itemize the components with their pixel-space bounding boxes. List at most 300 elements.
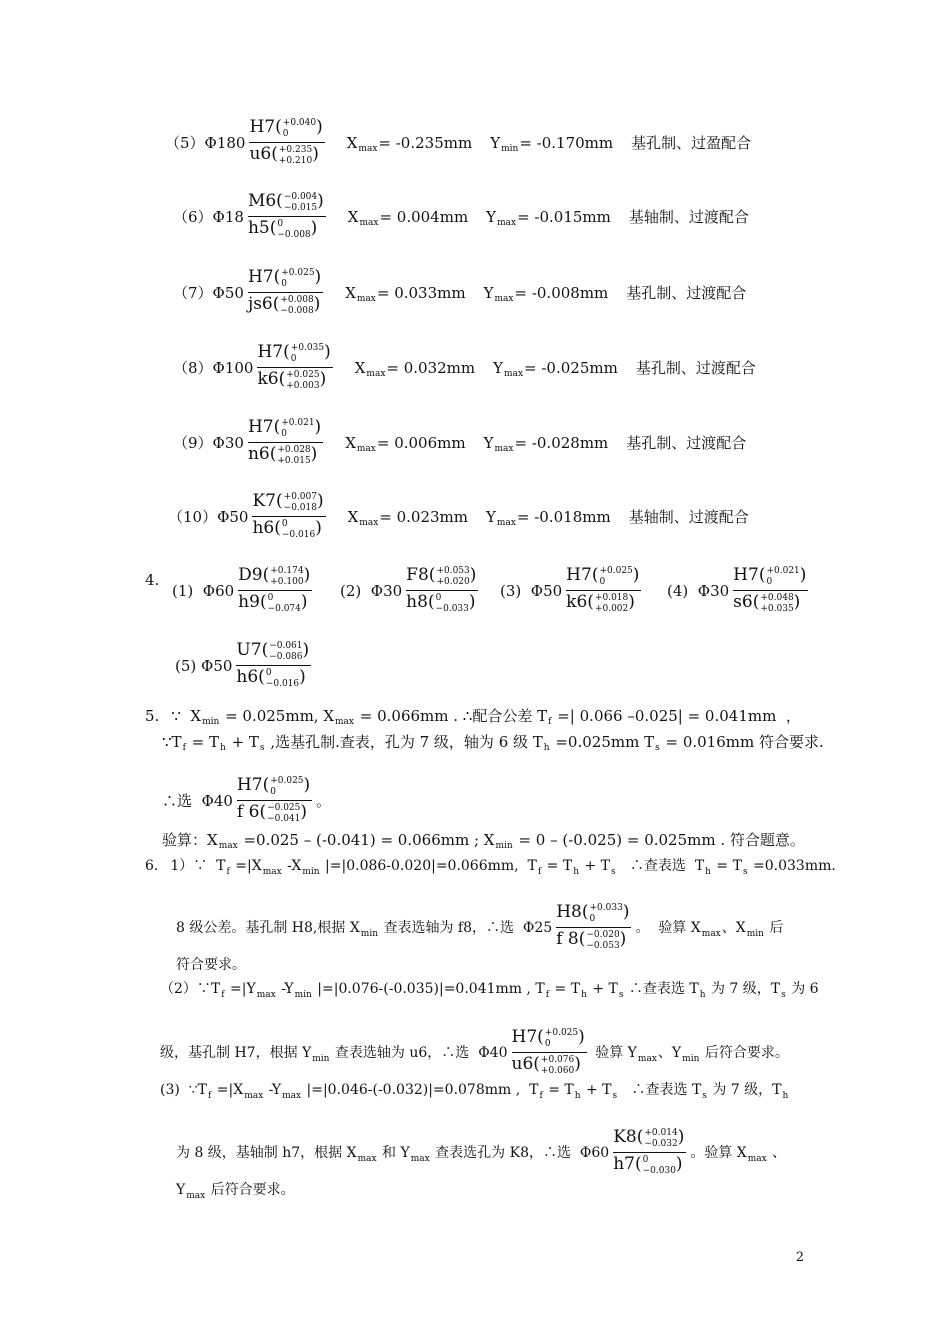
upper-deviation: +0.021 — [281, 418, 315, 428]
upper-deviation: −0.061 — [269, 641, 303, 651]
page-number: 2 — [795, 1250, 804, 1265]
q6-text: （2）∵T — [160, 981, 221, 997]
paren-open: ( — [634, 1154, 642, 1174]
fit-row — [173, 192, 749, 241]
q6-text: =|X — [212, 1082, 244, 1098]
paren-open: ( — [278, 369, 286, 389]
q6-text: 后 — [764, 919, 784, 936]
lower-deviation: 0 — [766, 577, 773, 587]
hole-code: H7 — [257, 342, 284, 362]
fit-fraction — [512, 1028, 587, 1077]
paren-open: ( — [274, 518, 281, 538]
hole-code: H7 — [511, 1027, 538, 1047]
hole-tolerance — [238, 566, 312, 591]
hole-code: F8 — [406, 565, 429, 585]
value: = -0.008mm — [514, 283, 609, 302]
deviation-pair — [643, 1155, 676, 1177]
lower-deviation: +0.003 — [286, 381, 320, 391]
symbol: Y — [486, 507, 496, 526]
fit-description: 基孔制、过盈配合 — [631, 133, 752, 152]
upper-deviation: +0.007 — [283, 492, 317, 502]
q6-sub: min — [312, 1053, 330, 1064]
upper-deviation: −0.025 — [267, 803, 301, 813]
q5-number: 5. — [145, 707, 160, 725]
paren-open: ( — [259, 592, 267, 612]
fit-label: （10）Φ50 — [168, 507, 249, 526]
paren-close: ) — [316, 491, 324, 511]
fit-label: （8）Φ100 — [173, 358, 254, 377]
deviation-pair — [277, 445, 310, 467]
fit-fraction — [733, 566, 808, 615]
fit-fraction — [248, 268, 323, 317]
q6-line-3 — [176, 955, 246, 975]
value: = 0.023mm — [379, 507, 469, 526]
shaft-code: h8 — [406, 592, 428, 612]
q5-text: + T — [226, 733, 259, 751]
q6-text: 级，基孔制 H7，根据 Y — [160, 1044, 312, 1061]
deviation-pair — [281, 268, 314, 290]
q4-number: 4. — [145, 571, 160, 589]
symbol-sub: max — [358, 143, 378, 154]
hole-code: D9 — [238, 565, 263, 585]
q6-sub: min — [294, 990, 312, 1000]
symbol: Y — [483, 433, 494, 452]
shaft-tolerance — [556, 928, 628, 952]
q5-line-1 — [145, 706, 801, 726]
fit-row — [168, 492, 749, 541]
fit-label: (2) Φ30 — [340, 581, 403, 600]
paren-close: ) — [300, 592, 308, 612]
q5-sub: f — [182, 743, 186, 753]
paren-close: ) — [469, 565, 477, 585]
fit-fraction — [248, 192, 326, 241]
paren-close: ) — [578, 1027, 585, 1047]
paren-close: ) — [310, 218, 318, 238]
shaft-code: s6 — [733, 592, 753, 612]
hole-code: U7 — [236, 640, 262, 660]
fit-label: (4) Φ30 — [667, 581, 730, 600]
upper-deviation: +0.174 — [270, 566, 304, 576]
fit-fraction — [556, 903, 631, 952]
q6-text: 。验算 X — [690, 1144, 747, 1161]
upper-deviation: +0.025 — [286, 370, 320, 380]
lower-deviation: 0 — [290, 354, 297, 364]
paren-open: ( — [591, 565, 599, 585]
paren-close: ) — [622, 902, 630, 922]
upper-deviation: +0.018 — [594, 593, 629, 603]
upper-deviation: +0.014 — [644, 1128, 678, 1138]
lower-deviation: 0 — [282, 129, 289, 139]
shaft-tolerance — [249, 143, 320, 167]
lower-deviation: −0.033 — [435, 604, 469, 614]
fit-fraction — [236, 641, 311, 690]
q5-text: =0.025mm T — [550, 733, 655, 751]
q6-line-5 — [160, 1028, 789, 1077]
fit-row — [173, 268, 746, 317]
lower-deviation: −0.086 — [269, 652, 303, 662]
q5-sub: max — [218, 841, 238, 851]
q6-text: 查表选轴为 f8，∴选 Φ25 — [379, 919, 553, 936]
hole-code: K7 — [252, 491, 277, 511]
symbol: X — [345, 283, 356, 302]
paren-close: ) — [302, 640, 310, 660]
fit-description: 基孔制、过渡配合 — [635, 358, 756, 377]
paren-close: ) — [316, 117, 323, 137]
q6-text: =|X — [230, 858, 262, 874]
paren-close: ) — [677, 1127, 685, 1147]
paren-open: ( — [269, 444, 277, 464]
paren-open: ( — [581, 902, 589, 922]
deviation-pair — [284, 492, 317, 514]
lower-deviation: 0 — [281, 429, 287, 439]
value: = -0.018mm — [516, 507, 611, 526]
q6-sub: min — [746, 928, 764, 939]
hole-tolerance — [252, 492, 325, 517]
shaft-tolerance — [248, 443, 319, 467]
lower-deviation: −0.008 — [277, 230, 311, 240]
paren-open: ( — [272, 294, 280, 314]
shaft-tolerance — [236, 666, 307, 690]
deviation-pair — [766, 566, 799, 588]
q6-line-7 — [176, 1128, 786, 1177]
deviation-pair — [282, 519, 315, 541]
hole-tolerance — [613, 1128, 686, 1153]
symbol-sub: max — [356, 293, 376, 304]
hole-tolerance — [248, 418, 323, 443]
deviation-pair — [269, 641, 302, 663]
hole-tolerance — [566, 566, 641, 591]
q6-text: 符合要求。 — [176, 957, 246, 973]
q6-sub: max — [256, 990, 276, 1000]
q5-text: =0.025 – (-0.041) = 0.066mm ; X — [238, 831, 495, 849]
deviation-pair — [286, 370, 319, 392]
paren-open: ( — [428, 565, 436, 585]
fit-fraction — [257, 343, 332, 392]
lower-deviation: +0.020 — [436, 577, 470, 587]
paren-close: ) — [314, 267, 322, 287]
upper-deviation: +0.033 — [589, 903, 623, 913]
hole-tolerance — [249, 118, 324, 143]
fit-fraction — [238, 566, 312, 615]
q6-text: -Y — [276, 981, 294, 997]
q6-text: |=|0.086-0.020|=0.066mm, T — [320, 858, 537, 874]
hole-code: H7 — [247, 417, 274, 437]
symbol-sub: max — [366, 368, 386, 379]
q5-sub: h — [543, 743, 550, 753]
q6-text: 、X — [721, 919, 746, 936]
upper-deviation: 0 — [281, 519, 288, 529]
shaft-tolerance — [252, 517, 323, 541]
fit-row — [165, 118, 751, 167]
deviation-pair — [436, 566, 469, 588]
q5-text: =| 0.066 –0.025| = 0.041mm ， — [552, 707, 801, 725]
q5-text: ∴选 Φ40 — [162, 791, 233, 810]
symbol-sub: max — [494, 443, 514, 454]
fit-label: (1) Φ60 — [172, 581, 235, 600]
q5-text: = 0.066mm . ∴配合公差 T — [355, 707, 548, 725]
q5-line-2 — [162, 732, 824, 752]
q6-sub: h — [581, 990, 587, 1000]
lower-deviation: 0 — [544, 1039, 551, 1049]
q6-text: 8 级公差。基孔制 H8,根据 X — [176, 919, 360, 936]
fit-label: （6）Φ18 — [173, 207, 244, 226]
paren-close: ) — [632, 565, 640, 585]
q6-text: -Y — [264, 1082, 282, 1098]
paren-open: ( — [262, 565, 270, 585]
fit-description: 基轴制、过渡配合 — [628, 507, 749, 526]
q6-text: = T — [543, 1082, 574, 1098]
paren-close: ) — [799, 565, 807, 585]
shaft-tolerance — [237, 801, 309, 825]
paren-close: ) — [793, 592, 801, 612]
q6-line-1 — [145, 856, 836, 876]
q6-text: 、Y — [657, 1044, 682, 1061]
paren-close: ) — [319, 369, 327, 389]
paren-open: ( — [587, 592, 594, 612]
hole-code: H7 — [236, 775, 263, 795]
q5-text: ∵ X — [171, 707, 202, 725]
q6-sub: s — [702, 1091, 707, 1101]
upper-deviation: 0 — [435, 593, 442, 603]
value: = 0.032mm — [386, 358, 476, 377]
q6-sub: f — [207, 1091, 212, 1101]
fit-fraction — [237, 776, 312, 825]
symbol-sub: max — [494, 293, 514, 304]
q6-text: (3) ∵T — [160, 1082, 207, 1098]
shaft-tolerance — [733, 591, 802, 615]
q5-sub: f — [548, 717, 552, 727]
upper-deviation: +0.053 — [436, 566, 470, 576]
deviation-pair — [270, 566, 303, 588]
paren-close: ) — [303, 775, 311, 795]
q4-fit — [175, 641, 315, 690]
paren-close: ) — [675, 1154, 683, 1174]
fit-row — [173, 343, 756, 392]
shaft-code: k6 — [257, 369, 279, 389]
fit-fraction — [566, 566, 641, 615]
q6-sub: max — [637, 1053, 657, 1064]
lower-deviation: +0.002 — [594, 604, 629, 614]
paren-open: ( — [758, 565, 766, 585]
q6-sub: f — [537, 867, 542, 877]
lower-deviation: −0.008 — [280, 306, 314, 316]
hole-code: H7 — [733, 565, 759, 585]
symbol: Y — [490, 133, 501, 152]
paren-open: ( — [427, 592, 435, 612]
q6-text: =0.033mm. — [748, 858, 836, 874]
q6-text: 为 7 级，T — [707, 1082, 782, 1098]
q6-line-4 — [160, 979, 819, 999]
q6-text: 1）∵ T — [170, 858, 226, 874]
q5-sub: s — [259, 743, 265, 753]
value: = -0.170mm — [519, 133, 614, 152]
fit-fraction — [249, 118, 324, 167]
q6-text: -X — [282, 858, 302, 874]
paren-open: ( — [533, 1054, 540, 1074]
q5-selection — [162, 776, 331, 825]
q6-sub: max — [747, 1153, 767, 1164]
deviation-pair — [277, 219, 310, 241]
paren-close: ) — [574, 1054, 581, 1074]
upper-deviation: +0.235 — [278, 145, 313, 155]
hole-code: H8 — [556, 902, 582, 922]
q6-sub: s — [781, 990, 786, 1000]
q6-text: = T — [542, 858, 573, 874]
hole-tolerance — [556, 903, 631, 928]
shaft-tolerance — [613, 1153, 684, 1177]
q6-text: 。 验算 X — [635, 919, 701, 936]
symbol-sub: max — [359, 517, 379, 528]
q6-sub: h — [705, 867, 711, 877]
upper-deviation: +0.035 — [290, 343, 325, 353]
q6-text: + T — [579, 858, 610, 874]
paren-close: ) — [312, 144, 319, 164]
deviation-pair — [268, 593, 301, 615]
q6-sub: h — [782, 1091, 789, 1101]
fit-row — [173, 418, 746, 467]
q6-text: + T — [587, 981, 618, 997]
value: = -0.015mm — [517, 207, 611, 226]
deviation-pair — [644, 1128, 677, 1150]
symbol: X — [354, 358, 366, 377]
q6-sub: min — [360, 928, 379, 939]
shaft-code: n6 — [247, 444, 270, 464]
q6-text: |=|0.076-(-0.035)|=0.041mm , T — [312, 981, 545, 997]
paren-open: ( — [276, 191, 283, 211]
upper-deviation: 0 — [265, 668, 272, 678]
value: = -0.025mm — [524, 358, 618, 377]
q6-text: ∴查表选 T — [624, 981, 699, 997]
shaft-code: f 6 — [236, 802, 260, 822]
paren-open: ( — [261, 640, 269, 660]
q6-sub: max — [357, 1153, 377, 1164]
paren-close: ) — [310, 444, 318, 464]
deviation-pair — [270, 776, 303, 798]
q6-sub: f — [545, 990, 550, 1000]
hole-tolerance — [237, 776, 312, 801]
paren-open: ( — [537, 1027, 544, 1047]
upper-deviation: +0.025 — [270, 776, 304, 786]
fit-label: (5) Φ50 — [175, 656, 233, 675]
hole-tolerance — [248, 268, 323, 293]
shaft-tolerance — [248, 293, 322, 317]
symbol-sub: max — [504, 368, 524, 379]
shaft-tolerance — [406, 591, 477, 615]
symbol: Y — [486, 207, 497, 226]
shaft-tolerance — [512, 1053, 583, 1077]
q6-sub: max — [701, 928, 721, 939]
shaft-code: h6 — [236, 667, 259, 687]
upper-deviation: 0 — [277, 219, 284, 229]
symbol: X — [347, 507, 359, 526]
q6-text: |=|0.046-(-0.032)|=0.078mm , T — [302, 1082, 539, 1098]
fit-fraction — [248, 418, 323, 467]
fit-label: （5）Φ180 — [165, 133, 246, 152]
upper-deviation: +0.021 — [766, 566, 800, 576]
lower-deviation: −0.053 — [586, 941, 620, 951]
upper-deviation: 0 — [642, 1155, 649, 1165]
q6-text: 为 7 级，T — [706, 981, 781, 997]
q5-text: = 0 – (-0.025) = 0.025mm . 符合题意。 — [513, 831, 805, 849]
paren-open: ( — [276, 491, 283, 511]
symbol-sub: max — [356, 443, 376, 454]
q6-sub: f — [226, 867, 230, 877]
paren-open: ( — [258, 667, 265, 687]
q6-text: 为 8 级，基轴制 h7，根据 X — [176, 1144, 357, 1161]
deviation-pair — [541, 1055, 574, 1077]
lower-deviation: −0.015 — [283, 203, 318, 213]
q5-text: = 0.025mm, X — [220, 707, 335, 725]
lower-deviation: 0 — [589, 914, 596, 924]
deviation-pair — [545, 1028, 578, 1050]
paren-close: ) — [300, 802, 308, 822]
lower-deviation: −0.016 — [265, 679, 300, 689]
paren-open: ( — [273, 267, 281, 287]
paren-open: ( — [271, 144, 278, 164]
shaft-tolerance — [248, 217, 319, 241]
q6-text: 后符合要求。 — [206, 1182, 295, 1198]
value: = -0.235mm — [378, 133, 473, 152]
shaft-code: h6 — [252, 518, 275, 538]
hole-code: H7 — [249, 117, 276, 137]
fit-fraction — [406, 566, 478, 615]
paren-close: ) — [299, 667, 306, 687]
symbol: X — [346, 133, 358, 152]
q5-text: 。 — [316, 791, 332, 810]
deviation-pair — [599, 566, 632, 588]
paren-close: ) — [313, 294, 321, 314]
q4-fit — [340, 566, 482, 615]
q6-sub: max — [186, 1191, 206, 1201]
q6-sub: max — [410, 1153, 430, 1164]
hole-tolerance — [733, 566, 808, 591]
q6-text: 、 — [767, 1144, 787, 1161]
deviation-pair — [291, 343, 324, 365]
q4-row-1 — [145, 570, 159, 590]
hole-tolerance — [236, 641, 311, 666]
shaft-code: h5 — [247, 218, 270, 238]
q5-sub: h — [220, 743, 226, 753]
q6-sub: s — [610, 867, 616, 877]
fit-label: (3) Φ50 — [500, 581, 563, 600]
deviation-pair — [281, 418, 314, 440]
symbol: Y — [483, 283, 494, 302]
shaft-code: u6 — [511, 1054, 534, 1074]
paren-close: ) — [314, 417, 322, 437]
q6-sub: max — [282, 1091, 302, 1101]
paren-close: ) — [468, 592, 476, 612]
fit-fraction — [613, 1128, 686, 1177]
hole-code: H7 — [566, 565, 592, 585]
fit-label: （9）Φ30 — [173, 433, 244, 452]
q6-sub: max — [244, 1091, 264, 1101]
paren-close: ) — [324, 342, 331, 362]
q4-fit — [500, 566, 645, 615]
q6-text: ∴查表选 T — [618, 1082, 702, 1098]
q6-text: Y — [176, 1182, 186, 1198]
q6-sub: h — [699, 990, 706, 1000]
fit-description: 基轴制、过渡配合 — [628, 207, 749, 226]
upper-deviation: 0 — [267, 593, 274, 603]
lower-deviation: −0.032 — [644, 1139, 678, 1149]
shaft-tolerance — [257, 368, 328, 392]
hole-code: K8 — [613, 1127, 637, 1147]
q5-text: = T — [186, 733, 220, 751]
q6-sub: h — [574, 1091, 581, 1101]
q6-text: 查表选孔为 K8，∴选 Φ60 — [430, 1144, 610, 1161]
deviation-pair — [284, 192, 317, 214]
shaft-code: u6 — [249, 144, 272, 164]
